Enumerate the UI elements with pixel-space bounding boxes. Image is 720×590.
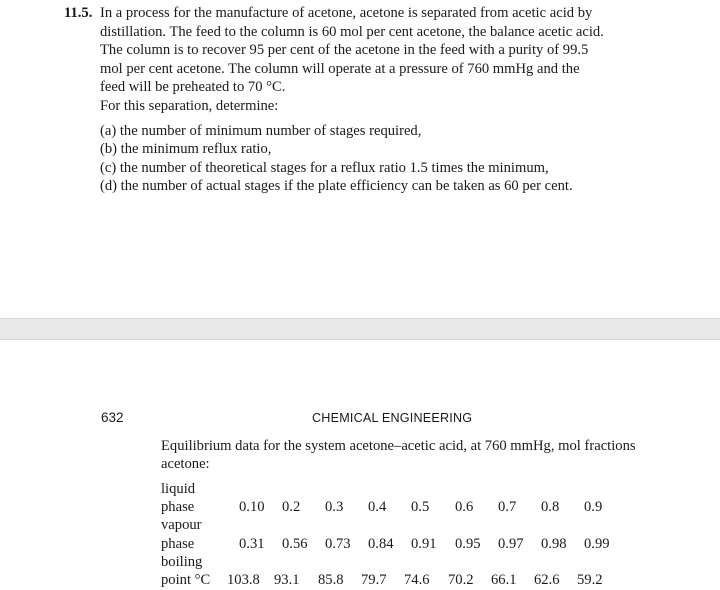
table-cell: 62.6 bbox=[534, 571, 560, 588]
table-cell: 0.84 bbox=[368, 535, 394, 552]
running-head: CHEMICAL ENGINEERING bbox=[312, 411, 473, 425]
table-cell: 0.73 bbox=[325, 535, 351, 552]
part-c: (c) the number of theoretical stages for a reflux ratio 1.5 times the minimum, bbox=[100, 159, 549, 176]
row-label-boiling: boiling bbox=[161, 553, 203, 570]
problem-number: 11.5. bbox=[64, 5, 93, 21]
equilibrium-caption: Equilibrium data for the system acetone–acetic acid, at 760 mmHg, mol fractions acetone: bbox=[161, 438, 636, 473]
table-cell: 0.56 bbox=[282, 535, 308, 552]
row-label-boiling-2: point °C bbox=[161, 571, 211, 588]
problem-11-5 bbox=[64, 4, 604, 196]
table-cell: 0.98 bbox=[541, 535, 567, 552]
page-lower bbox=[0, 340, 720, 590]
equilibrium-caption-block bbox=[161, 437, 661, 474]
table-cell: 103.8 bbox=[227, 571, 260, 588]
table-cell: 0.9 bbox=[584, 499, 603, 516]
row-label-vapour: vapour bbox=[161, 517, 202, 534]
table-cell: 0.91 bbox=[411, 535, 437, 552]
table-cell: 0.8 bbox=[541, 499, 560, 516]
table-cell: 66.1 bbox=[491, 571, 517, 588]
table-cell: 79.7 bbox=[361, 571, 387, 588]
table-cell: 0.95 bbox=[455, 535, 481, 552]
part-a: (a) the number of minimum number of stages required, bbox=[100, 122, 422, 139]
table-cell: 70.2 bbox=[448, 571, 474, 588]
page-break-gap bbox=[0, 318, 720, 340]
table-cell: 0.2 bbox=[282, 499, 301, 516]
table-cell: 0.10 bbox=[239, 499, 265, 516]
part-d: (d) the number of actual stages if the plate efficiency can be taken as 60 per cent. bbox=[100, 178, 573, 195]
table-cell: 85.8 bbox=[318, 571, 344, 588]
part-b: (b) the minimum reflux ratio, bbox=[100, 141, 272, 158]
row-label-liquid: liquid bbox=[161, 481, 196, 497]
problem-parts bbox=[64, 122, 604, 196]
table-cell: 59.2 bbox=[577, 571, 603, 588]
table-cell: 0.3 bbox=[325, 499, 344, 516]
table-cell: 0.5 bbox=[411, 499, 430, 516]
page-number: 632 bbox=[101, 410, 124, 425]
table-cell: 0.99 bbox=[584, 535, 610, 552]
table-cell: 0.97 bbox=[498, 535, 524, 552]
table-cell: 0.7 bbox=[498, 499, 517, 516]
table-cell: 0.31 bbox=[239, 535, 265, 552]
row-label-liquid-2: phase bbox=[161, 499, 195, 516]
table-cell: 74.6 bbox=[404, 571, 430, 588]
table-cell: 0.4 bbox=[368, 499, 387, 516]
row-label-vapour-2: phase bbox=[161, 535, 195, 552]
table-cell: 93.1 bbox=[274, 571, 300, 588]
problem-specification: The column is to recover 95 per cent of the acetone in the feed with a purity of 99.5 mol per cent acetone. The column will operate at a pressure of 760 mmHg and the feed will be preheated to 70 °C. bbox=[100, 42, 589, 96]
problem-intro: In a process for the manufacture of acetone, acetone is separated from acetic acid by distillation. The feed to the column is 60 mol per cent acetone, the balance acetic acid. bbox=[100, 5, 604, 40]
problem-task: For this separation, determine: bbox=[100, 97, 279, 114]
table-cell: 0.6 bbox=[455, 499, 474, 516]
